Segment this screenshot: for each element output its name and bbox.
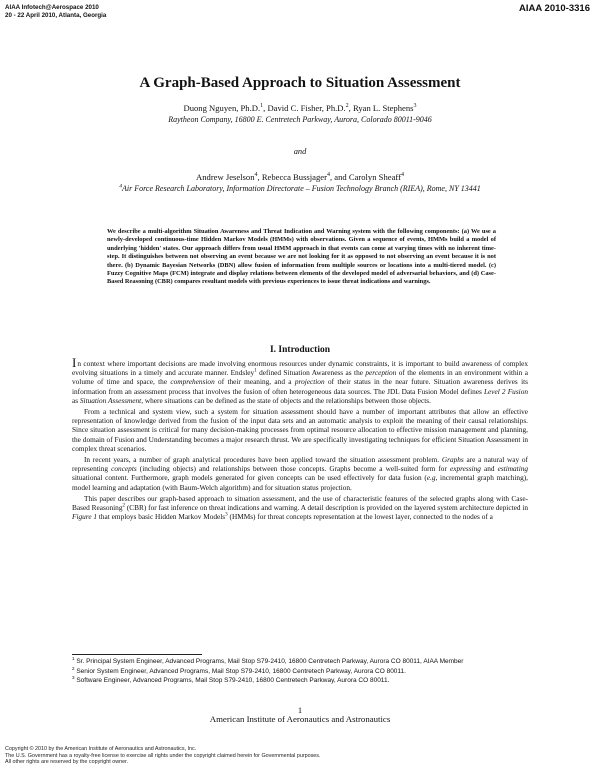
- author-footnote-mark: 4: [254, 172, 258, 179]
- text-run: In recent years, a number of graph analytical procedures have been applied toward the situation assessment problem.: [84, 455, 442, 465]
- introduction-body: [72, 355, 529, 523]
- author-footnote-mark: 2: [345, 103, 349, 110]
- footnote: [72, 677, 532, 686]
- text-run: , where situations can be defined as the state of objects and the relationships between those objects.: [141, 395, 431, 405]
- text-run: of their meaning, and a: [214, 377, 295, 387]
- text-run: and: [480, 464, 498, 474]
- figure-reference: Figure 1: [72, 512, 98, 522]
- paper-title: A Graph-Based Approach to Situation Assessment: [139, 75, 461, 91]
- footnote: [72, 655, 532, 667]
- intro-paragraph-4: [72, 494, 528, 522]
- text-run: This paper describes our graph-based approach to situation assessment, and the use of characteristic features of the selected graphs along with Case-Based Reasoning: [72, 493, 528, 513]
- text-run: defined Situation Awareness as the: [256, 368, 366, 378]
- footnote-text: Senior System Engineer, Advanced Programs, Mail Stop S79-2410, 16800 Centretech Parkway, Aurora CO 80011.: [74, 667, 406, 675]
- emphasis: comprehension: [170, 377, 215, 387]
- text-run: (HMMs) for threat concepts representation at the lowest layer, connected to the nodes of a: [227, 512, 493, 522]
- author-name: Duong Nguyen, Ph.D.: [183, 103, 261, 113]
- text-run: (including objects) and relationships between those concepts. Graphs become a well-suited form for: [136, 464, 450, 474]
- text-run: are a natural way of representing: [72, 455, 528, 474]
- text-run: of the elements in an environment within a volume of time and space, the: [72, 368, 528, 387]
- paper-id: AIAA 2010-3316: [519, 3, 590, 14]
- footnote-number: 2: [72, 665, 75, 671]
- affiliation-1: Raytheon Company, 16800 E. Centretech Parkway, Aurora, Colorado 80011-9046: [168, 115, 432, 124]
- reference-mark: 2: [122, 502, 126, 509]
- emphasis: perception: [365, 368, 397, 378]
- emphasis: concepts: [111, 464, 137, 474]
- affiliation-text: Air Force Research Laboratory, Information Directorate – Fusion Technology Branch (RIEA), Rome, NY 13441: [122, 184, 481, 193]
- footnote-divider: [72, 654, 202, 655]
- text-run: as: [72, 395, 80, 405]
- text-run: (CBR) for fast inference on threat indications and warning. A detail description is provided on the layered system architecture depicted in: [125, 503, 528, 513]
- copyright-line: The U.S. Government has a royalty-free license to exercise all rights under the copyright claimed herein for Governmental purposes.: [5, 752, 321, 759]
- intro-paragraph-2: From a technical and system view, such a system for situation assessment should have a number of important attributes that allow an effective representation of knowledge derived from the fusion of the input data sets and an automatic analysis to exploit the meaning of their causal relationships. Since situation assessment is critical for many decision-making processes from optimal resource allocation to effective mission management and planning, the domain of Fusion and Understanding becomes a major research thrust. We are specifically investigating techniques for efficient Situation Assessment in complex threat scenarios.: [72, 407, 528, 453]
- page-number: 1: [297, 705, 303, 715]
- emphasis: expressing: [449, 464, 481, 474]
- footnote: [72, 665, 532, 677]
- footnote-text: Sr. Principal System Engineer, Advanced Programs, Mail Stop S79-2410, 16800 Centretech Parkway, Aurora CO 80011, AIAA Member: [74, 658, 464, 665]
- author-name: , Rebecca Bussjager: [257, 172, 327, 182]
- author-footnote-mark: 4: [400, 172, 404, 179]
- intro-paragraph-1: [72, 355, 528, 405]
- footnote-text: Software Engineer, Advanced Programs, Mail Stop S79-2410, 16800 Centretech Parkway, Aurora CO 80011.: [74, 677, 390, 685]
- emphasis: Situation Assessment: [79, 395, 142, 405]
- and-separator: and: [293, 147, 307, 156]
- footnote-number: 3: [72, 675, 75, 681]
- section-heading-introduction: I. Introduction: [269, 345, 330, 355]
- text-run: , incremental graph matching), model learning and adaptation (with Baum-Welch algorithm) and for situation status projection.: [72, 473, 528, 492]
- conference-name: AIAA Infotech@Aerospace 2010: [5, 4, 99, 11]
- author-name: , Ryan L. Stephens: [348, 103, 414, 113]
- conference-date-location: 20 - 22 April 2010, Atlanta, Georgia: [5, 11, 107, 19]
- affiliation-mark: 4: [119, 183, 122, 190]
- author-footnote-mark: 4: [326, 172, 330, 179]
- copyright-line: Copyright © 2010 by the American Institute of Aeronautics and Astronautics, Inc.: [5, 746, 197, 752]
- affiliation-2: [0, 184, 600, 193]
- author-name: , and Carolyn Sheaff: [329, 172, 401, 182]
- author-name: Andrew Jeselson: [196, 172, 255, 182]
- text-run: of their status in the near future. Situation awareness derives its information from an assessment process that involves the fusion of often heterogeneous data sources. The JDL Data Fusion Model defines: [72, 377, 528, 396]
- author-footnote-mark: 3: [413, 103, 417, 110]
- emphasis: estimating: [497, 464, 529, 474]
- reference-mark: 3: [225, 511, 228, 518]
- reference-mark: 1: [254, 367, 257, 374]
- text-run: n context where important decisions are made involving enormous resources under dynamic constraints, it is important to build awareness of complex evolving situations in a timely and accurate manner. Endsley: [72, 359, 528, 378]
- author-line-1: [0, 103, 600, 113]
- emphasis: e.g: [426, 473, 436, 483]
- copyright-line: All other rights are reserved by the copyright owner.: [5, 759, 129, 766]
- organization-footer: American Institute of Aeronautics and Astronautics: [209, 714, 391, 724]
- author-line-2: [0, 172, 600, 182]
- text-run: situational content. Furthermore, graph models generated for given concepts can be used effectively for data fusion (: [72, 473, 427, 483]
- emphasis: projection: [294, 377, 325, 387]
- text-run: that employs basic Hidden Markov Models: [97, 512, 226, 522]
- emphasis: Graphs: [441, 455, 464, 465]
- emphasis: Level 2 Fusion: [483, 386, 528, 396]
- footnotes: [72, 655, 532, 687]
- conference-header: [5, 4, 106, 19]
- abstract: We describe a multi-algorithm Situation Awareness and Threat Indication and Warning system with the following components: (a) We use a newly-developed continuous-time Hidden Markov Models (HMMs) with observations. Given a sequence of events, HMMs build a model of underlying 'hidden' states. Our approach differs from usual HMM approach in that events can come at varying times with no inherent time-step. It distinguishes between not observing an event because we are not looking for it as opposed to not observing an event because it is not there. (b) Dynamic Bayesian Networks (DBN) allow fusion of information from multiple sources or locations into a multi-tiered model. (c) Fuzzy Cognitive Maps (FCM) integrate and display relations between elements of the developed model of adversarial behaviors, and (d) Case-Based Reasoning (CBR) compares resultant models with previous experiences to issue threat indications and warnings.: [107, 228, 496, 286]
- copyright-notice: [5, 746, 321, 766]
- footnote-number: 1: [72, 655, 75, 661]
- author-name: , David C. Fisher, Ph.D.: [263, 103, 346, 113]
- intro-paragraph-3: [72, 455, 528, 492]
- drop-cap: I: [72, 355, 77, 370]
- author-footnote-mark: 1: [260, 103, 264, 110]
